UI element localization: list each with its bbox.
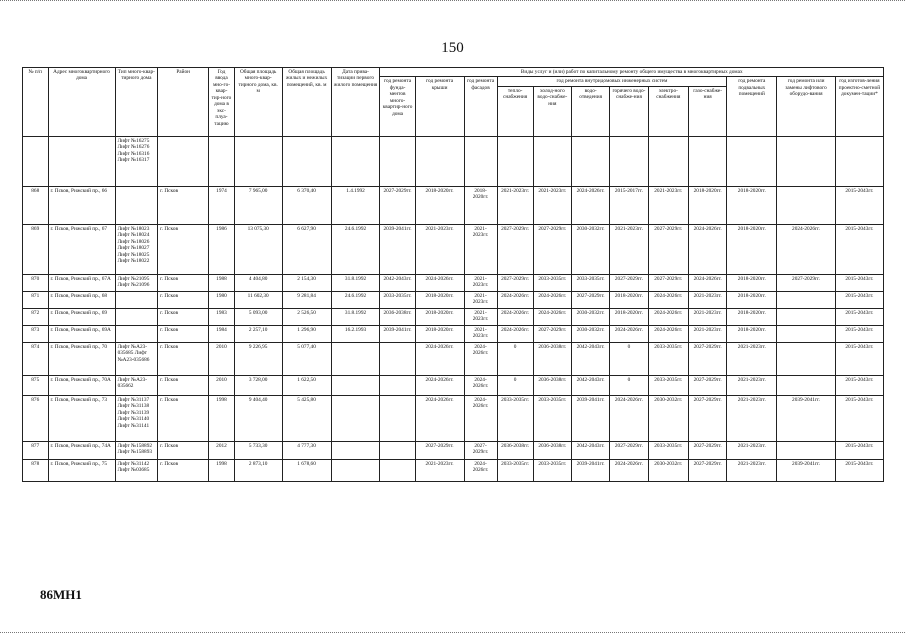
- row-living-area: 6 627,90: [282, 224, 331, 274]
- row-electric-year: 2033-2035гг.: [648, 441, 688, 459]
- row-total-area: 5 093,00: [234, 308, 282, 325]
- row-gas-year: 2024-2026гг.: [689, 274, 727, 291]
- table-row: [23, 291, 884, 308]
- row-roof-year: 2024-2026гг.: [415, 395, 464, 441]
- row-total-area: 9 404,40: [234, 395, 282, 441]
- row-gas-year: 2018-2020гг.: [689, 186, 727, 224]
- row-year-built: 1998: [209, 395, 235, 441]
- header-hot-water: горячего водо-снабже-ния: [610, 86, 648, 136]
- row-number: 871: [23, 291, 49, 308]
- row-district: г. Псков: [158, 186, 209, 224]
- row-lift-list: Лифт №31137 Лифт №31138 Лифт №31139 Лифт №31140 Лифт №31141: [115, 395, 158, 441]
- row-sewer-year: 2024-2026гг.: [571, 186, 609, 224]
- row-living-area: 2 154,30: [282, 274, 331, 291]
- table-row: [23, 308, 884, 325]
- row-living-area: 5 077,40: [282, 342, 331, 375]
- row-hot-water-year: 2021-2023гг.: [610, 224, 648, 274]
- row-total-area: 5 733,30: [234, 441, 282, 459]
- row-docs-year: 2015-2043гг.: [835, 274, 883, 291]
- row-docs-year: 2015-2043гг.: [835, 342, 883, 375]
- row-year-built: 1988: [209, 274, 235, 291]
- row-privatization-date: 24.6.1992: [331, 291, 380, 308]
- row-gas-year: 2027-2029гг.: [689, 342, 727, 375]
- row-sewer-year: 2033-2035гг.: [571, 274, 609, 291]
- row-living-area: 9 281,84: [282, 291, 331, 308]
- row-facade-year: 2024-2026гг.: [464, 342, 497, 375]
- row-heat-year: 2027-2029гг.: [497, 274, 533, 291]
- row-sewer-year: 2030-2032гг.: [571, 325, 609, 342]
- row-docs-year: 2015-2043гг.: [835, 325, 883, 342]
- row-hot-water-year: 2027-2029гг.: [610, 441, 648, 459]
- page-top-edge: [0, 0, 905, 1]
- row-basement-year: 2018-2020гг.: [727, 325, 777, 342]
- row-year-built: 2010: [209, 375, 235, 395]
- row-basement-year: 2021-2023гг.: [727, 342, 777, 375]
- header-basement: год ремонта подвальных помещений: [727, 77, 777, 136]
- row-facade-year: 2021-2023гг.: [464, 325, 497, 342]
- row-address: г. Псков, Рижский пр., 70: [48, 342, 115, 375]
- row-district: г. Псков: [158, 291, 209, 308]
- row-gas-year: 2021-2023гг.: [689, 308, 727, 325]
- row-basement-year: 2021-2023гг.: [727, 375, 777, 395]
- row-heat-year: 0: [497, 342, 533, 375]
- header-heat: тепло-снабжения: [497, 86, 533, 136]
- row-district: г. Псков: [158, 308, 209, 325]
- carry-over-row: [23, 136, 884, 186]
- row-foundation-year: 2042-2043гг.: [380, 274, 415, 291]
- row-cold-water-year: 2033-2035гг.: [533, 459, 571, 481]
- row-electric-year: 2033-2035гг.: [648, 375, 688, 395]
- row-facade-year: 2021-2023гг.: [464, 224, 497, 274]
- row-address: г. Псков, Рижский пр., 75: [48, 459, 115, 481]
- row-gas-year: 2027-2029гг.: [689, 375, 727, 395]
- row-district: г. Псков: [158, 395, 209, 441]
- row-heat-year: 2036-2038гг.: [497, 441, 533, 459]
- row-electric-year: 2024-2026гг.: [648, 308, 688, 325]
- row-cold-water-year: 2033-2035гг.: [533, 395, 571, 441]
- row-hot-water-year: 2018-2020гг.: [610, 308, 648, 325]
- header-sewer: водо-отведения: [571, 86, 609, 136]
- row-privatization-date: 1.4.1992: [331, 186, 380, 224]
- row-cold-water-year: 2027-2029гг.: [533, 224, 571, 274]
- carry-over-lift-list: Лифт №16275 Лифт №16276 Лифт №16316 Лифт №16317: [115, 136, 158, 186]
- header-facade: год ремонта фасадов: [464, 77, 497, 136]
- row-heat-year: 2024-2026гг.: [497, 308, 533, 325]
- header-systems-group: год ремонта внутридомовых инженерных систем: [497, 77, 727, 86]
- row-year-built: 2010: [209, 342, 235, 375]
- row-sewer-year: 2027-2029гг.: [571, 291, 609, 308]
- row-lift-year: [777, 325, 836, 342]
- row-living-area: 1 678,60: [282, 459, 331, 481]
- row-docs-year: 2015-2043гг.: [835, 375, 883, 395]
- row-gas-year: 2024-2026гг.: [689, 224, 727, 274]
- row-heat-year: 2033-2035гг.: [497, 459, 533, 481]
- row-cold-water-year: 2021-2023гг.: [533, 186, 571, 224]
- table-row: [23, 395, 884, 441]
- table-row: [23, 274, 884, 291]
- row-heat-year: 0: [497, 375, 533, 395]
- row-address: г. Псков, Рижский пр., 69А: [48, 325, 115, 342]
- capital-repair-table: [22, 67, 884, 482]
- header-living-area: Общая площадь жилых и нежилых помещений, кв. м: [282, 68, 331, 137]
- row-hot-water-year: 2027-2029гг.: [610, 274, 648, 291]
- row-privatization-date: [331, 375, 380, 395]
- row-lift-list: Лифт №18023 Лифт №18024 Лифт №18026 Лифт №18027 Лифт №18025 Лифт №18022: [115, 224, 158, 274]
- row-address: г. Псков, Рижский пр., 73: [48, 395, 115, 441]
- row-living-area: 6 370,40: [282, 186, 331, 224]
- row-district: г. Псков: [158, 342, 209, 375]
- row-address: г. Псков, Рижский пр., 67: [48, 224, 115, 274]
- header-type: Тип много-квар-тирного дома: [115, 68, 158, 137]
- row-basement-year: 2021-2023гг.: [727, 395, 777, 441]
- row-foundation-year: 2039-2041гг.: [380, 325, 415, 342]
- row-address: г. Псков, Рижский пр., 67А: [48, 274, 115, 291]
- table-row: [23, 459, 884, 481]
- row-basement-year: 2018-2020гг.: [727, 291, 777, 308]
- header-foundation: год ремонта фунда-ментов много-квартир-ного дома: [380, 77, 415, 136]
- row-district: г. Псков: [158, 325, 209, 342]
- header-roof: год ремонта крыши: [415, 77, 464, 136]
- row-privatization-date: 24.6.1992: [331, 224, 380, 274]
- row-cold-water-year: 2036-2038гг.: [533, 441, 571, 459]
- row-hot-water-year: 2024-2026гг.: [610, 459, 648, 481]
- row-year-built: 1974: [209, 186, 235, 224]
- header-lift: год ремонта или замены лифтового оборудо-вания: [777, 77, 836, 136]
- row-docs-year: 2015-2043гг.: [835, 459, 883, 481]
- row-hot-water-year: 2015-2017гг.: [610, 186, 648, 224]
- header-total-area: Общая площадь много-квар-тирного дома, кв. м: [234, 68, 282, 137]
- row-privatization-date: 31.8.1992: [331, 274, 380, 291]
- row-basement-year: 2018-2020гг.: [727, 224, 777, 274]
- row-district: г. Псков: [158, 459, 209, 481]
- row-district: г. Псков: [158, 274, 209, 291]
- row-roof-year: 2024-2026гг.: [415, 342, 464, 375]
- row-foundation-year: 2027-2029гг.: [380, 186, 415, 224]
- row-total-area: 13 075,30: [234, 224, 282, 274]
- row-facade-year: 2021-2023гг.: [464, 274, 497, 291]
- table-row: [23, 224, 884, 274]
- page-number: 150: [441, 40, 464, 56]
- row-address: г. Псков, Рижский пр., 74А: [48, 441, 115, 459]
- row-lift-list: [115, 186, 158, 224]
- row-address: г. Псков, Рижский пр., 68: [48, 291, 115, 308]
- row-lift-list: Лифт №А23-035662: [115, 375, 158, 395]
- row-electric-year: 2030-2032гг.: [648, 395, 688, 441]
- row-docs-year: 2015-2043гг.: [835, 441, 883, 459]
- page-bottom-edge: [0, 632, 905, 633]
- row-roof-year: 2018-2020гг.: [415, 291, 464, 308]
- header-num: № п/п: [23, 68, 49, 137]
- row-hot-water-year: 2018-2020гг.: [610, 291, 648, 308]
- row-year-built: 1983: [209, 308, 235, 325]
- row-basement-year: 2018-2020гг.: [727, 274, 777, 291]
- row-total-area: 2 873,10: [234, 459, 282, 481]
- row-gas-year: 2027-2029гг.: [689, 441, 727, 459]
- header-electric: электро-снабжения: [648, 86, 688, 136]
- row-facade-year: 2018-2020гг.: [464, 186, 497, 224]
- row-privatization-date: [331, 459, 380, 481]
- row-district: г. Псков: [158, 441, 209, 459]
- row-living-area: 1 622,50: [282, 375, 331, 395]
- row-lift-year: [777, 342, 836, 375]
- row-sewer-year: 2039-2041гг.: [571, 395, 609, 441]
- header-gas: газо-снабже-ния: [689, 86, 727, 136]
- table-row: [23, 342, 884, 375]
- row-number: 873: [23, 325, 49, 342]
- row-gas-year: 2021-2023гг.: [689, 325, 727, 342]
- row-cold-water-year: 2033-2035гг.: [533, 274, 571, 291]
- row-year-built: 1986: [209, 224, 235, 274]
- table-row: [23, 375, 884, 395]
- row-electric-year: 2024-2026гг.: [648, 325, 688, 342]
- row-roof-year: 2024-2026гг.: [415, 274, 464, 291]
- row-sewer-year: 2039-2041гг.: [571, 459, 609, 481]
- row-foundation-year: [380, 459, 415, 481]
- row-facade-year: 2021-2023гг.: [464, 291, 497, 308]
- row-docs-year: 2015-2043гг.: [835, 291, 883, 308]
- row-lift-year: [777, 308, 836, 325]
- table-row: [23, 441, 884, 459]
- row-roof-year: 2027-2029гг.: [415, 441, 464, 459]
- row-lift-list: [115, 291, 158, 308]
- row-foundation-year: 2033-2035гг.: [380, 291, 415, 308]
- row-cold-water-year: 2024-2026гг.: [533, 291, 571, 308]
- row-lift-list: [115, 308, 158, 325]
- header-year-built: Год ввода мно-го-квар-тир-ного дома в экс-плуа-тацию: [209, 68, 235, 137]
- row-living-area: 1 296,90: [282, 325, 331, 342]
- row-living-area: 5 425,80: [282, 395, 331, 441]
- row-total-area: 3 728,00: [234, 375, 282, 395]
- row-roof-year: 2018-2020гг.: [415, 186, 464, 224]
- header-address: Адрес многоквартирного дома: [48, 68, 115, 137]
- row-lift-year: 2039-2041гг.: [777, 459, 836, 481]
- row-basement-year: 2018-2020гг.: [727, 308, 777, 325]
- row-cold-water-year: 2027-2029гг.: [533, 325, 571, 342]
- row-number: 877: [23, 441, 49, 459]
- row-electric-year: 2033-2035гг.: [648, 342, 688, 375]
- row-year-built: 1998: [209, 459, 235, 481]
- row-foundation-year: [380, 395, 415, 441]
- row-basement-year: 2021-2023гг.: [727, 459, 777, 481]
- row-number: 874: [23, 342, 49, 375]
- row-lift-list: Лифт №21095 Лифт №21096: [115, 274, 158, 291]
- row-privatization-date: [331, 441, 380, 459]
- row-number: 872: [23, 308, 49, 325]
- row-year-built: 1984: [209, 325, 235, 342]
- row-address: г. Псков, Рижский пр., 69: [48, 308, 115, 325]
- document-footer-code: 86МН1: [40, 587, 82, 602]
- row-facade-year: 2021-2023гг.: [464, 308, 497, 325]
- row-district: г. Псков: [158, 375, 209, 395]
- row-roof-year: 2021-2023гг.: [415, 459, 464, 481]
- row-privatization-date: 16.2.1993: [331, 325, 380, 342]
- row-roof-year: 2024-2026гг.: [415, 375, 464, 395]
- row-cold-water-year: 2036-2038гг.: [533, 375, 571, 395]
- row-docs-year: 2015-2043гг.: [835, 395, 883, 441]
- row-facade-year: 2024-2026гг.: [464, 459, 497, 481]
- row-total-area: 4 404,80: [234, 274, 282, 291]
- row-facade-year: 2027-2029гг.: [464, 441, 497, 459]
- table-body: [23, 136, 884, 481]
- row-hot-water-year: 2024-2026гг.: [610, 395, 648, 441]
- row-electric-year: 2024-2026гг.: [648, 291, 688, 308]
- row-foundation-year: [380, 375, 415, 395]
- row-roof-year: 2018-2020гг.: [415, 325, 464, 342]
- row-gas-year: 2027-2029гг.: [689, 395, 727, 441]
- row-docs-year: 2015-2043гг.: [835, 308, 883, 325]
- row-lift-list: Лифт №158892 Лифт №158893: [115, 441, 158, 459]
- row-sewer-year: 2042-2043гг.: [571, 441, 609, 459]
- row-privatization-date: [331, 342, 380, 375]
- row-year-built: 2012: [209, 441, 235, 459]
- header-privatization: Дата прива-тизации первого жилого помещения: [331, 68, 380, 137]
- row-lift-year: [777, 186, 836, 224]
- row-address: г. Псков, Рижский пр., 66: [48, 186, 115, 224]
- row-number: 870: [23, 274, 49, 291]
- row-electric-year: 2027-2029гг.: [648, 274, 688, 291]
- row-lift-year: 2039-2041гг.: [777, 395, 836, 441]
- row-lift-year: [777, 441, 836, 459]
- row-lift-year: 2024-2026гг.: [777, 224, 836, 274]
- row-heat-year: 2024-2026гг.: [497, 325, 533, 342]
- row-foundation-year: 2039-2041гг.: [380, 224, 415, 274]
- row-district: г. Псков: [158, 224, 209, 274]
- table-row: [23, 186, 884, 224]
- row-electric-year: 2030-2032гг.: [648, 459, 688, 481]
- header-cold-water: холод-ного водо-снабже-ния: [533, 86, 571, 136]
- row-foundation-year: [380, 441, 415, 459]
- row-lift-year: [777, 375, 836, 395]
- row-foundation-year: 2036-2038гг.: [380, 308, 415, 325]
- row-roof-year: 2018-2020гг.: [415, 308, 464, 325]
- row-number: 868: [23, 186, 49, 224]
- row-cold-water-year: 2024-2026гг.: [533, 308, 571, 325]
- row-total-area: 11 602,30: [234, 291, 282, 308]
- row-electric-year: 2027-2029гг.: [648, 224, 688, 274]
- row-lift-list: Лифт №А23-035685 Лифт №А23-035686: [115, 342, 158, 375]
- row-number: 869: [23, 224, 49, 274]
- row-docs-year: 2015-2043гг.: [835, 224, 883, 274]
- row-year-built: 1980: [209, 291, 235, 308]
- row-gas-year: 2021-2023гг.: [689, 291, 727, 308]
- table-row: [23, 325, 884, 342]
- table-header: [23, 68, 884, 137]
- row-facade-year: 2024-2026гг.: [464, 375, 497, 395]
- row-lift-year: [777, 291, 836, 308]
- row-docs-year: 2015-2043гг.: [835, 186, 883, 224]
- row-roof-year: 2021-2023гг.: [415, 224, 464, 274]
- row-heat-year: 2027-2029гг.: [497, 224, 533, 274]
- row-total-area: 9 226,95: [234, 342, 282, 375]
- row-heat-year: 2024-2026гг.: [497, 291, 533, 308]
- row-heat-year: 2021-2023гг.: [497, 186, 533, 224]
- row-living-area: 4 777,30: [282, 441, 331, 459]
- row-facade-year: 2024-2026гг.: [464, 395, 497, 441]
- row-sewer-year: 2042-2043гг.: [571, 375, 609, 395]
- row-privatization-date: 31.8.1992: [331, 308, 380, 325]
- row-number: 876: [23, 395, 49, 441]
- row-heat-year: 2033-2035гг.: [497, 395, 533, 441]
- row-lift-list: Лифт №31142 Лифт №03685: [115, 459, 158, 481]
- row-basement-year: 2018-2020гг.: [727, 186, 777, 224]
- row-electric-year: 2021-2023гг.: [648, 186, 688, 224]
- row-hot-water-year: 0: [610, 375, 648, 395]
- row-number: 878: [23, 459, 49, 481]
- row-number: 875: [23, 375, 49, 395]
- row-total-area: 7 965,00: [234, 186, 282, 224]
- header-works-group: Виды услуг и (или) работ по капитальному ремонту общего имущества в многоквартирных домах: [380, 68, 884, 77]
- row-cold-water-year: 2036-2038гг.: [533, 342, 571, 375]
- row-lift-year: 2027-2029гг.: [777, 274, 836, 291]
- row-basement-year: 2021-2023гг.: [727, 441, 777, 459]
- header-docs: год изготов-ления проектно-сметной докумен-тации*: [835, 77, 883, 136]
- row-sewer-year: 2042-2043гг.: [571, 342, 609, 375]
- row-address: г. Псков, Рижский пр., 70А: [48, 375, 115, 395]
- row-foundation-year: [380, 342, 415, 375]
- row-total-area: 2 257,10: [234, 325, 282, 342]
- row-lift-list: [115, 325, 158, 342]
- row-privatization-date: [331, 395, 380, 441]
- header-district: Район: [158, 68, 209, 137]
- row-hot-water-year: 0: [610, 342, 648, 375]
- row-sewer-year: 2030-2032гг.: [571, 308, 609, 325]
- row-hot-water-year: 2024-2026гг.: [610, 325, 648, 342]
- row-living-area: 2 526,50: [282, 308, 331, 325]
- row-gas-year: 2027-2029гг.: [689, 459, 727, 481]
- row-sewer-year: 2030-2032гг.: [571, 224, 609, 274]
